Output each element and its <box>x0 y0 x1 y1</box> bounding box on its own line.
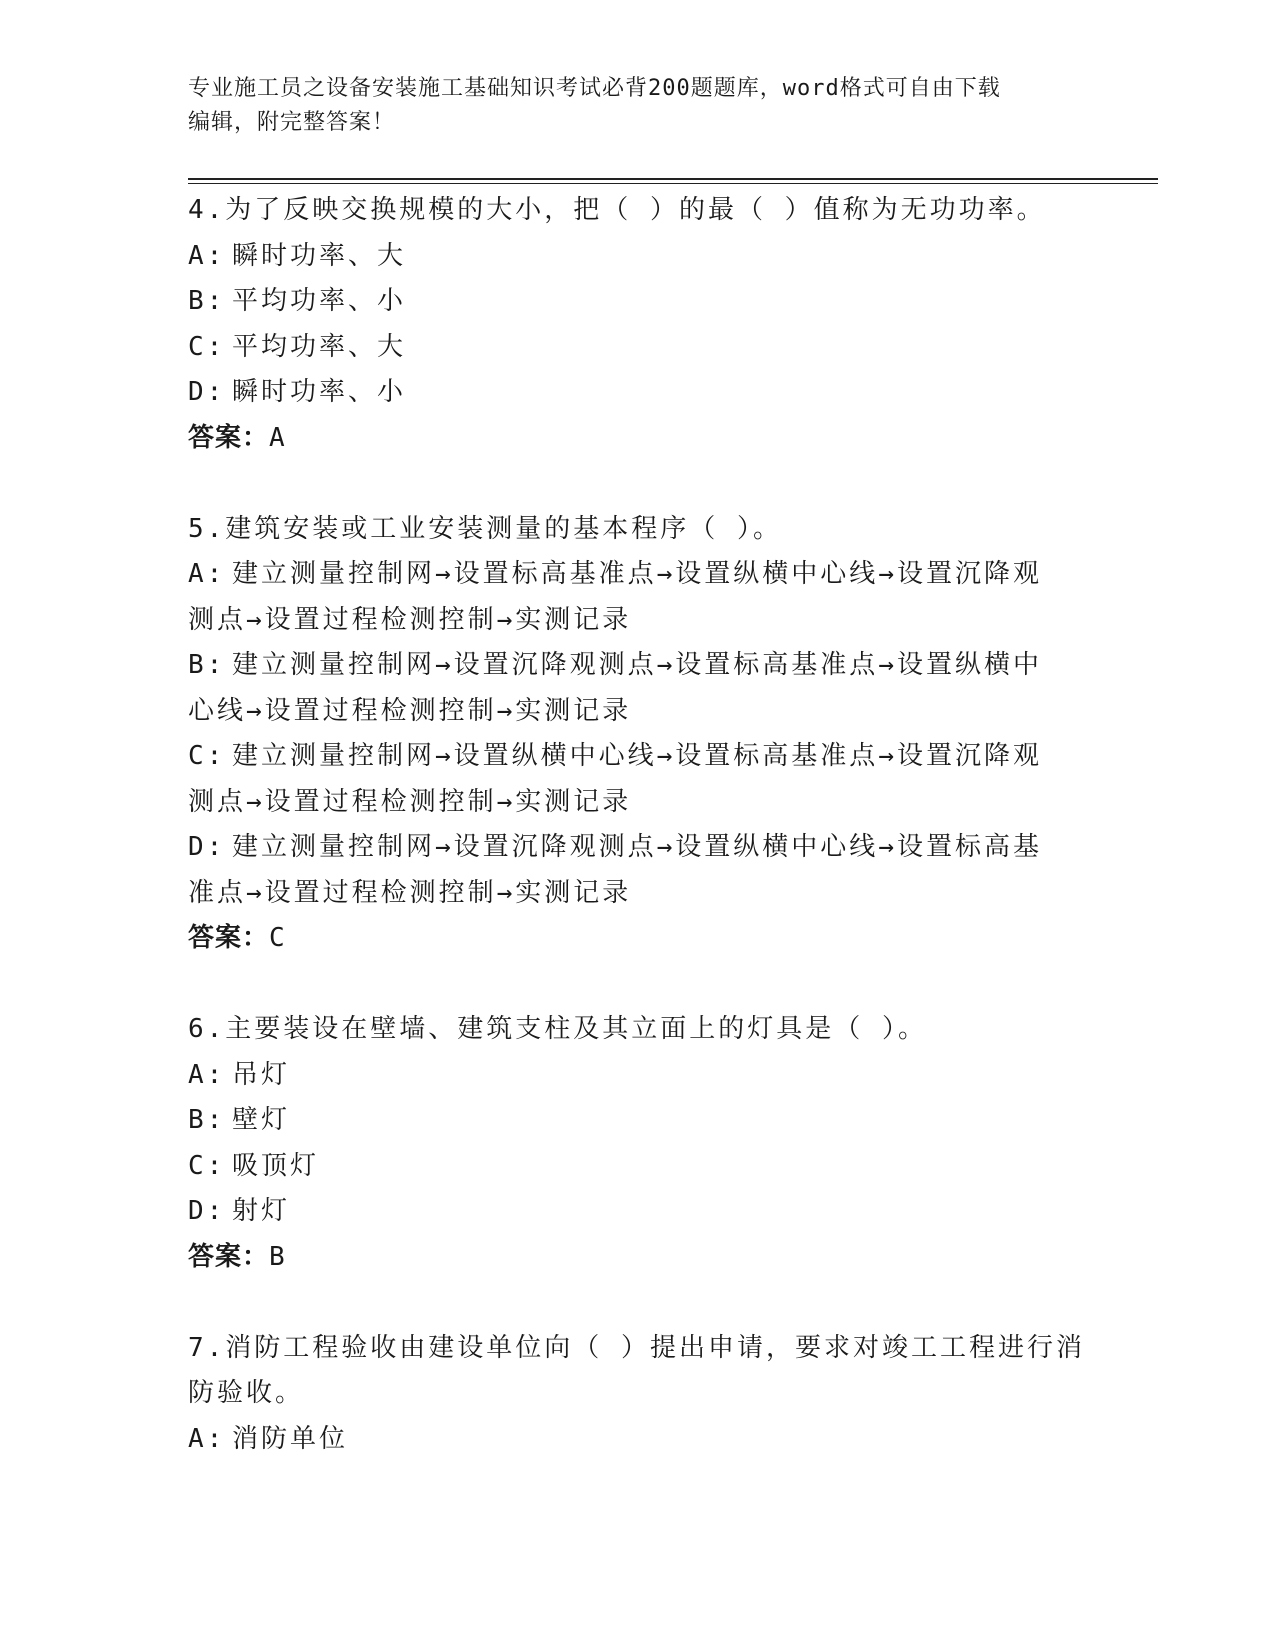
answer-line <box>188 1235 1088 1281</box>
option-text: 测点→设置过程检测控制→实测记录 <box>188 786 632 817</box>
option-label: B: <box>188 1105 226 1135</box>
option-text: 心线→设置过程检测控制→实测记录 <box>188 695 632 726</box>
option-line <box>188 734 1088 780</box>
option-text: 准点→设置过程检测控制→实测记录 <box>188 877 632 908</box>
option-text: 平均功率、大 <box>232 331 407 362</box>
option-text: 建立测量控制网→设置沉降观测点→设置标高基准点→设置纵横中 <box>232 650 1042 680</box>
answer-label: 答案： <box>188 422 270 453</box>
question-spacer <box>188 1280 1088 1326</box>
answer-value: A <box>269 422 286 453</box>
answer-value: C <box>269 923 286 953</box>
option-line <box>188 598 1088 644</box>
option-line <box>188 643 1088 689</box>
question-block <box>188 1007 1088 1280</box>
question-stem: 防验收。 <box>188 1378 305 1408</box>
header-title-line-2: 编辑，附完整答案！ <box>188 110 396 135</box>
option-text: 吊灯 <box>232 1059 291 1090</box>
option-text: 壁灯 <box>232 1105 291 1135</box>
option-line <box>188 1053 1088 1099</box>
option-label: A: <box>188 240 226 271</box>
option-label: D: <box>188 377 226 407</box>
answer-value: B <box>269 1241 286 1272</box>
option-line <box>188 689 1088 735</box>
option-line <box>188 1417 1088 1463</box>
option-label: B: <box>188 286 226 316</box>
question-spacer <box>188 962 1088 1008</box>
option-text: 射灯 <box>232 1196 291 1226</box>
option-label: C: <box>188 1150 226 1181</box>
answer-label: 答案： <box>188 923 270 953</box>
option-label: C: <box>188 741 226 771</box>
option-text: 平均功率、小 <box>232 286 407 316</box>
question-block <box>188 188 1088 461</box>
option-text: 吸顶灯 <box>232 1150 320 1181</box>
answer-line <box>188 916 1088 962</box>
question-list <box>188 188 1088 1462</box>
question-block <box>188 1326 1088 1463</box>
option-text: 瞬时功率、小 <box>232 377 407 407</box>
document-header <box>188 72 1068 140</box>
option-line <box>188 370 1088 416</box>
option-text: 建立测量控制网→设置纵横中心线→设置标高基准点→设置沉降观 <box>232 741 1042 771</box>
option-line <box>188 825 1088 871</box>
option-text: 测点→设置过程检测控制→实测记录 <box>188 604 632 635</box>
option-text: 消防单位 <box>232 1423 349 1454</box>
question-block <box>188 507 1088 962</box>
option-line <box>188 325 1088 371</box>
option-label: A: <box>188 1059 226 1090</box>
header-divider-thin <box>188 183 1158 184</box>
option-line <box>188 871 1088 917</box>
option-line <box>188 780 1088 826</box>
option-text: 建立测量控制网→设置沉降观测点→设置纵横中心线→设置标高基 <box>232 832 1042 862</box>
option-line <box>188 1189 1088 1235</box>
option-label: D: <box>188 832 226 862</box>
question-stem: 5.建筑安装或工业安装测量的基本程序（ ）。 <box>188 513 782 544</box>
question-stem: 7.消防工程验收由建设单位向（ ）提出申请，要求对竣工工程进行消 <box>188 1332 1085 1363</box>
option-text: 建立测量控制网→设置标高基准点→设置纵横中心线→设置沉降观 <box>232 559 1042 589</box>
option-line <box>188 1098 1088 1144</box>
option-line <box>188 279 1088 325</box>
header-title-line-1: 专业施工员之设备安装施工基础知识考试必背200题题库，word格式可自由下载 <box>188 76 1001 101</box>
header-divider-thick <box>188 178 1158 180</box>
option-line <box>188 1144 1088 1190</box>
option-label: B: <box>188 650 226 680</box>
question-stem: 4.为了反映交换规模的大小，把（ ）的最（ ）值称为无功功率。 <box>188 195 1046 225</box>
answer-line <box>188 416 1088 462</box>
option-line <box>188 552 1088 598</box>
question-stem: 6.主要装设在壁墙、建筑支柱及其立面上的灯具是（ ）。 <box>188 1014 927 1044</box>
option-text: 瞬时功率、大 <box>232 240 407 271</box>
option-label: A: <box>188 559 226 589</box>
option-label: D: <box>188 1196 226 1226</box>
option-label: A: <box>188 1423 226 1454</box>
option-line <box>188 234 1088 280</box>
question-spacer <box>188 461 1088 507</box>
option-label: C: <box>188 331 226 362</box>
answer-label: 答案： <box>188 1241 270 1272</box>
